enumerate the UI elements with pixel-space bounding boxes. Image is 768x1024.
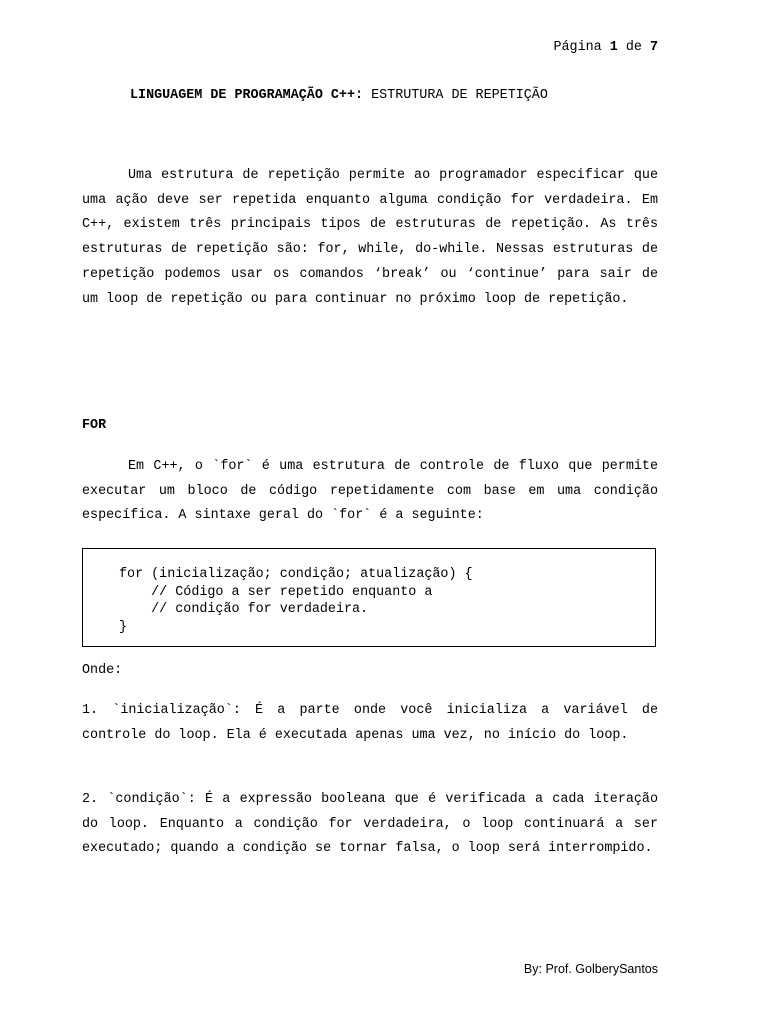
page-current: 1 bbox=[609, 40, 618, 55]
page-of: de bbox=[625, 40, 642, 55]
footer-author: By: Prof. GolberySantos bbox=[523, 962, 658, 976]
title-bold-part: LINGUAGEM DE PROGRAMAÇÃO C++: bbox=[130, 88, 364, 103]
list-item-condicao: 2. `condição`: É a expressão booleana que é verificada a cada iteração do loop. Enquanto a condição for verdadeira, o loop continuará a ser executado; quando a condição se tornar falsa, o loop será interrompido. bbox=[82, 792, 658, 857]
intro-paragraph: Uma estrutura de repetição permite ao programador especificar que uma ação deve ser repetida enquanto alguma condição for verdadeira. Em C++, existem três principais tipos de estruturas de repetição. As três estruturas de repetição são: for, while, do-while. Nessas estruturas de repetição podemos usar os comandos ‘break’ ou ‘continue’ para sair de um loop de repetição ou para continuar no próximo loop de repetição. bbox=[82, 168, 658, 307]
code-block bbox=[82, 548, 656, 647]
section-heading-for: FOR bbox=[82, 418, 107, 433]
code-text: for (inicialização; condição; atualização) { // Código a ser repetido enquanto a // condição for verdadeira. } bbox=[119, 567, 473, 635]
page-number bbox=[553, 40, 658, 55]
for-intro-paragraph: Em C++, o `for` é uma estrutura de controle de fluxo que permite executar um bloco de código repetidamente com base em uma condição específica. A sintaxe geral do `for` é a seguinte: bbox=[82, 459, 658, 524]
onde-label: Onde: bbox=[82, 663, 123, 678]
page-label: Página bbox=[553, 40, 602, 55]
page-total: 7 bbox=[649, 40, 658, 55]
document-title bbox=[130, 88, 548, 103]
title-regular-part: ESTRUTURA DE REPETIÇÃO bbox=[371, 88, 548, 103]
list-item-inicializacao: 1. `inicialização`: É a parte onde você inicializa a variável de controle do loop. Ela é executada apenas uma vez, no início do loop. bbox=[82, 703, 658, 743]
